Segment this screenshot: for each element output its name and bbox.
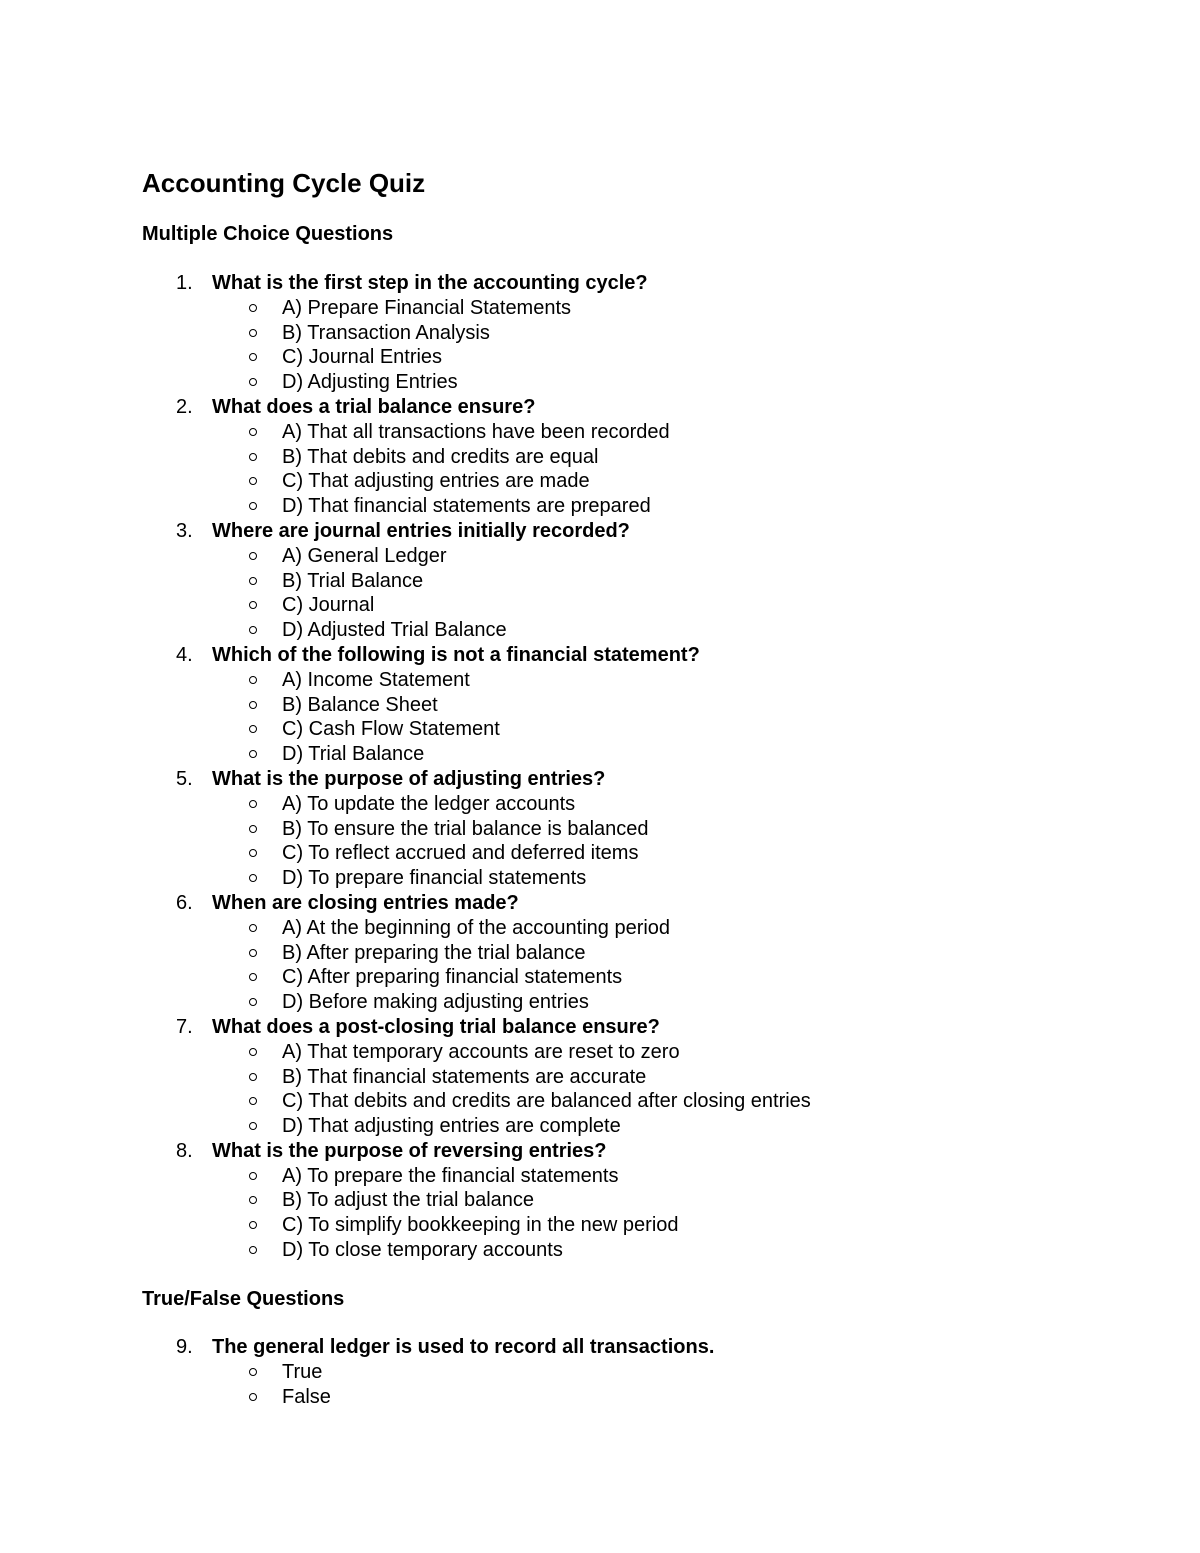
answer-option (0, 1114, 1200, 1139)
answer-option (0, 1213, 1200, 1238)
question-text: When are closing entries made? (212, 891, 519, 914)
answer-option (0, 965, 1200, 990)
question-number: 2. (176, 395, 193, 418)
question-text: What does a post-closing trial balance ensure? (212, 1015, 660, 1038)
hollow-circle-bullet-icon (249, 701, 257, 709)
hollow-circle-bullet-icon (249, 973, 257, 981)
answer-option (0, 1065, 1200, 1090)
hollow-circle-bullet-icon (249, 800, 257, 808)
question-number: 4. (176, 643, 193, 666)
question-number: 6. (176, 891, 193, 914)
hollow-circle-bullet-icon (249, 998, 257, 1006)
true-false-question-list (0, 1335, 1200, 1409)
hollow-circle-bullet-icon (249, 750, 257, 758)
answer-option-text: B) Balance Sheet (282, 693, 438, 716)
answer-option-text: B) Transaction Analysis (282, 321, 490, 344)
answer-option (0, 941, 1200, 966)
question-text: What is the first step in the accounting cycle? (212, 272, 648, 294)
question-item (0, 271, 1200, 296)
answer-option (0, 370, 1200, 395)
answer-option-text: A) General Ledger (282, 544, 447, 567)
question-number: 1. (176, 272, 193, 294)
question-item (0, 1335, 1200, 1360)
hollow-circle-bullet-icon (249, 1048, 257, 1056)
hollow-circle-bullet-icon (249, 353, 257, 361)
hollow-circle-bullet-icon (249, 502, 257, 510)
hollow-circle-bullet-icon (249, 725, 257, 733)
answer-option (0, 593, 1200, 618)
hollow-circle-bullet-icon (249, 1073, 257, 1081)
answer-option (0, 1238, 1200, 1263)
answer-option-text: True (282, 1360, 323, 1383)
question-text: Where are journal entries initially recorded? (212, 519, 630, 542)
answer-option-text: A) That all transactions have been recorded (282, 420, 670, 443)
answer-option (0, 990, 1200, 1015)
answer-option (0, 1360, 1200, 1385)
answer-option-text: D) Trial Balance (282, 743, 425, 766)
answer-option (0, 296, 1200, 321)
hollow-circle-bullet-icon (249, 601, 257, 609)
question-text: Which of the following is not a financial statement? (212, 643, 700, 666)
answer-option-text: D) That adjusting entries are complete (282, 1115, 621, 1138)
answer-option (0, 1164, 1200, 1189)
answer-option-text: C) Journal (282, 594, 375, 617)
question-item (0, 767, 1200, 792)
hollow-circle-bullet-icon (249, 1122, 257, 1130)
question-text: What is the purpose of reversing entries? (212, 1139, 607, 1162)
hollow-circle-bullet-icon (249, 1368, 257, 1376)
hollow-circle-bullet-icon (249, 676, 257, 684)
answer-option-text: A) That temporary accounts are reset to zero (282, 1040, 680, 1063)
answer-option (0, 345, 1200, 370)
answer-option (0, 742, 1200, 767)
hollow-circle-bullet-icon (249, 1221, 257, 1229)
question-number: 9. (176, 1336, 193, 1358)
answer-option-text: D) To prepare financial statements (282, 867, 587, 890)
hollow-circle-bullet-icon (249, 329, 257, 337)
answer-option-text: C) Journal Entries (282, 346, 443, 369)
hollow-circle-bullet-icon (249, 849, 257, 857)
hollow-circle-bullet-icon (249, 825, 257, 833)
hollow-circle-bullet-icon (249, 949, 257, 957)
hollow-circle-bullet-icon (249, 453, 257, 461)
question-number: 5. (176, 767, 193, 790)
hollow-circle-bullet-icon (249, 1196, 257, 1204)
page-title: Accounting Cycle Quiz (142, 168, 426, 198)
answer-option-text: B) After preparing the trial balance (282, 941, 586, 964)
answer-option (0, 668, 1200, 693)
multiple-choice-question-list (0, 271, 1200, 1263)
answer-option (0, 469, 1200, 494)
question-item (0, 395, 1200, 420)
question-item (0, 1015, 1200, 1040)
answer-option-text: A) To update the ledger accounts (282, 792, 576, 815)
hollow-circle-bullet-icon (249, 1393, 257, 1401)
answer-option-text: A) To prepare the financial statements (282, 1164, 619, 1187)
answer-option (0, 494, 1200, 519)
question-text: The general ledger is used to record all transactions. (212, 1336, 715, 1358)
question-item (0, 519, 1200, 544)
hollow-circle-bullet-icon (249, 874, 257, 882)
hollow-circle-bullet-icon (249, 304, 257, 312)
answer-option-text: D) Adjusting Entries (282, 371, 458, 394)
answer-option-text: C) To reflect accrued and deferred items (282, 842, 639, 865)
answer-option-text: B) To adjust the trial balance (282, 1189, 535, 1212)
answer-option (0, 1040, 1200, 1065)
section-heading-multiple-choice: Multiple Choice Questions (142, 223, 394, 245)
answer-option-text: B) Trial Balance (282, 569, 424, 592)
answer-option-text: B) To ensure the trial balance is balanced (282, 817, 649, 840)
answer-option (0, 569, 1200, 594)
hollow-circle-bullet-icon (249, 1097, 257, 1105)
answer-option-text: C) That adjusting entries are made (282, 470, 590, 493)
hollow-circle-bullet-icon (249, 428, 257, 436)
answer-option-text: D) Before making adjusting entries (282, 991, 589, 1014)
hollow-circle-bullet-icon (249, 1172, 257, 1180)
answer-option-text: C) After preparing financial statements (282, 966, 623, 989)
answer-option (0, 618, 1200, 643)
answer-option-text: C) To simplify bookkeeping in the new period (282, 1214, 679, 1237)
question-item (0, 643, 1200, 668)
question-item (0, 891, 1200, 916)
answer-option (0, 445, 1200, 470)
answer-option (0, 841, 1200, 866)
hollow-circle-bullet-icon (249, 378, 257, 386)
answer-option (0, 792, 1200, 817)
answer-option (0, 866, 1200, 891)
answer-option-text: D) That financial statements are prepared (282, 495, 651, 518)
hollow-circle-bullet-icon (249, 626, 257, 634)
answer-option (0, 1089, 1200, 1114)
hollow-circle-bullet-icon (249, 552, 257, 560)
answer-option-text: False (282, 1385, 331, 1408)
answer-option (0, 1385, 1200, 1410)
answer-option-text: C) That debits and credits are balanced after closing entries (282, 1090, 811, 1113)
question-item (0, 1139, 1200, 1164)
answer-option-text: B) That debits and credits are equal (282, 445, 599, 468)
hollow-circle-bullet-icon (249, 1246, 257, 1254)
answer-option (0, 1188, 1200, 1213)
question-text: What is the purpose of adjusting entries? (212, 767, 606, 790)
question-number: 8. (176, 1139, 193, 1162)
section-heading-true-false: True/False Questions (142, 1288, 345, 1310)
answer-option (0, 544, 1200, 569)
answer-option (0, 817, 1200, 842)
answer-option (0, 916, 1200, 941)
answer-option (0, 717, 1200, 742)
hollow-circle-bullet-icon (249, 477, 257, 485)
answer-option (0, 420, 1200, 445)
answer-option-text: A) Income Statement (282, 668, 470, 691)
question-text: What does a trial balance ensure? (212, 395, 536, 418)
answer-option-text: A) At the beginning of the accounting period (282, 916, 671, 939)
answer-option-text: D) To close temporary accounts (282, 1239, 563, 1262)
hollow-circle-bullet-icon (249, 924, 257, 932)
question-number: 7. (176, 1015, 193, 1038)
hollow-circle-bullet-icon (249, 577, 257, 585)
answer-option-text: D) Adjusted Trial Balance (282, 619, 507, 642)
answer-option-text: A) Prepare Financial Statements (282, 296, 572, 319)
question-number: 3. (176, 519, 193, 542)
answer-option-text: C) Cash Flow Statement (282, 718, 500, 741)
answer-option (0, 693, 1200, 718)
answer-option (0, 321, 1200, 346)
answer-option-text: B) That financial statements are accurate (282, 1065, 647, 1088)
